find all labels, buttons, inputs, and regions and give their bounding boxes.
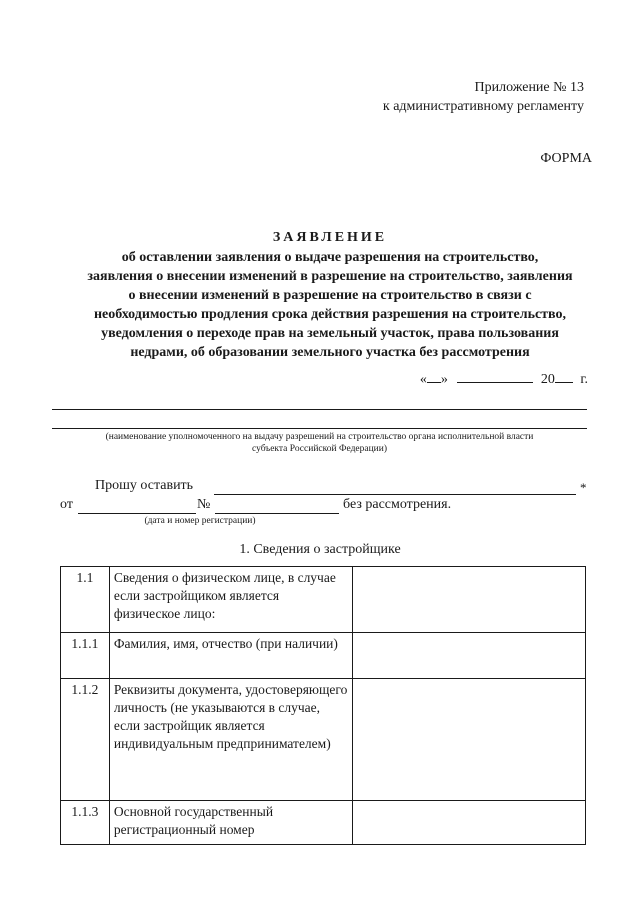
section-1-title: 1. Сведения о застройщике [239, 542, 401, 557]
row-number: 1.1.2 [61, 679, 110, 801]
table-row [61, 801, 586, 845]
table-row [61, 567, 586, 633]
title-line: недрами, об образовании земельного участка без рассмотрения [130, 345, 530, 360]
row-number: 1.1 [61, 567, 110, 633]
appendix-line-2: к административному регламенту [382, 99, 584, 114]
day-field[interactable] [427, 368, 441, 383]
row-value-field[interactable] [353, 679, 586, 801]
title-line: необходимостью продления срока действия разрешения на строительство, [93, 307, 567, 322]
table-row [61, 679, 586, 801]
from-label: от [60, 497, 73, 512]
registration-date-field[interactable] [78, 513, 196, 514]
title-line: о внесении изменений в разрешение на строительство в связи с [128, 288, 532, 303]
date-close-quote: » [440, 372, 448, 387]
form-label: ФОРМА [540, 151, 592, 166]
row-label: Реквизиты документа, удостоверяющего личность (не указываются в случае, если застройщик является индивидуальным предпринимателем) [109, 679, 353, 801]
no-review-text: без рассмотрения. [343, 497, 452, 512]
authority-caption-line-2: субъекта Российской Федерации) [251, 444, 387, 454]
date-open-quote: « [419, 372, 427, 387]
row-number: 1.1.3 [61, 801, 110, 845]
appendix-line-1: Приложение № 13 [474, 80, 584, 95]
registration-caption: (дата и номер регистрации) [144, 516, 256, 526]
row-label: Основной государственный регистрационный номер [109, 801, 353, 845]
table-row [61, 633, 586, 679]
title-block [50, 228, 610, 362]
request-text: Прошу оставить [95, 478, 194, 493]
number-label: № [197, 497, 211, 512]
row-number: 1.1.1 [61, 633, 110, 679]
authority-line-1[interactable] [52, 409, 587, 410]
row-label: Фамилия, имя, отчество (при наличии) [109, 633, 353, 679]
year-field[interactable] [555, 368, 573, 383]
applicant-info-table [60, 566, 586, 845]
row-label: Сведения о физическом лице, в случае если застройщиком является физическое лицо: [109, 567, 353, 633]
authority-line-2[interactable] [52, 428, 587, 429]
authority-caption-line-1: (наименование уполномоченного на выдачу разрешений на строительство органа исполнительной власти [105, 432, 534, 442]
title-line: уведомления о переходе прав на земельный участок, права пользования [101, 326, 559, 341]
date-line [420, 368, 588, 388]
year-suffix: г. [580, 372, 588, 387]
row-value-field[interactable] [353, 567, 586, 633]
document-title: ЗАЯВЛЕНИЕ [272, 230, 388, 245]
month-field[interactable] [457, 368, 533, 383]
registration-number-field[interactable] [215, 513, 339, 514]
title-line: заявления о внесении изменений в разрешение на строительство, заявления [87, 269, 573, 284]
row-value-field[interactable] [353, 633, 586, 679]
footnote-asterisk: * [580, 480, 587, 495]
year-prefix: 20 [540, 372, 555, 387]
title-line: об оставлении заявления о выдаче разрешения на строительство, [121, 250, 539, 265]
request-object-field[interactable] [214, 494, 576, 495]
authority-caption [52, 431, 587, 455]
row-value-field[interactable] [353, 801, 586, 845]
